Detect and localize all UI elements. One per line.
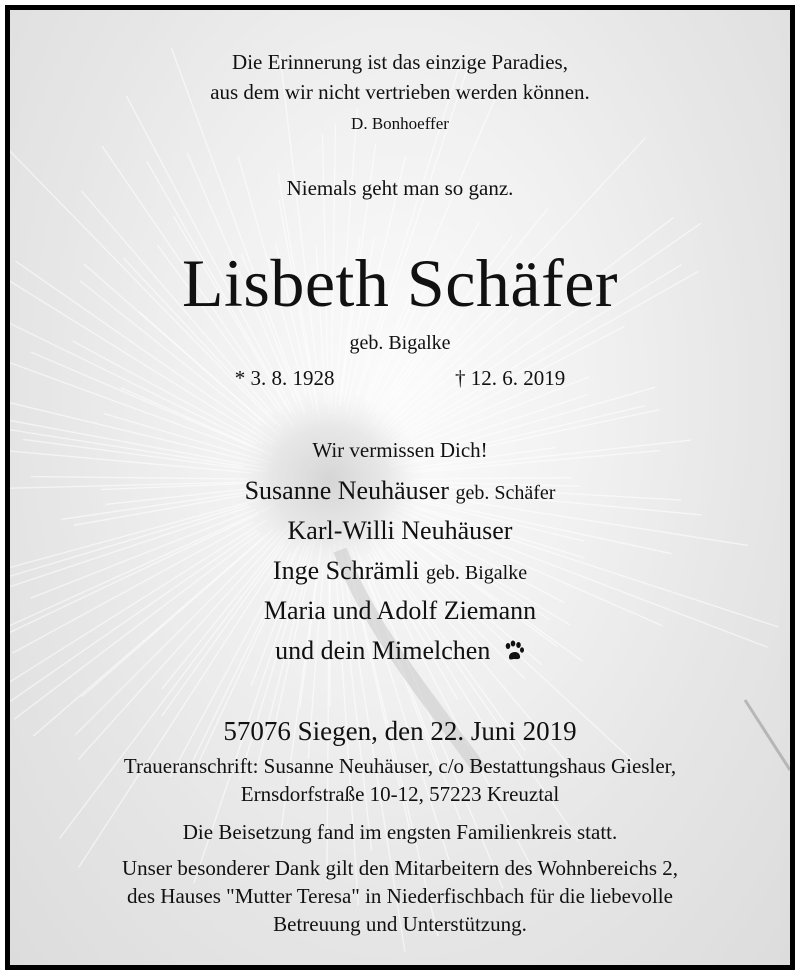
birth-name: geb. Bigalke — [349, 332, 451, 354]
mourner-line — [10, 476, 790, 506]
deceased-name: Lisbeth Schäfer — [181, 245, 619, 321]
mourner-name: Susanne Neuhäuser — [244, 476, 449, 505]
address-line-1: Traueranschrift: Susanne Neuhäuser, c/o Bestattungshaus Giesler, — [123, 754, 677, 778]
obituary-notice — [5, 5, 795, 970]
mourner-birth-name: geb. Bigalke — [425, 562, 528, 584]
notice-content — [10, 10, 790, 965]
motto: Niemals geht man so ganz. — [286, 176, 514, 200]
mourner-line — [10, 596, 790, 626]
birth-date: * 3. 8. 1928 — [234, 366, 335, 390]
quote-author: D. Bonhoeffer — [351, 114, 449, 133]
thanks-line-2: des Hauses "Mutter Teresa" in Niederfischbach für die liebevolle — [127, 884, 673, 908]
quote-line-1: Die Erinnerung ist das einzige Paradies, — [232, 50, 568, 74]
life-dates — [10, 366, 790, 391]
address-line-2: Ernsdorfstraße 10-12, 57223 Kreuztal — [240, 782, 560, 806]
mourner-line — [10, 516, 790, 546]
mourner-birth-name: geb. Schäfer — [455, 482, 556, 504]
pet-name: und dein Mimelchen — [275, 636, 491, 665]
mourner-line — [10, 556, 790, 586]
mourner-name: Karl-Willi Neuhäuser — [287, 516, 513, 545]
place-date: 57076 Siegen, den 22. Juni 2019 — [223, 716, 577, 746]
thanks-line-1: Unser besonderer Dank gilt den Mitarbeitern des Wohnbereichs 2, — [121, 856, 678, 880]
pet-line — [10, 636, 790, 666]
mourners-intro: Wir vermissen Dich! — [312, 438, 488, 462]
quote-line-2: aus dem wir nicht vertrieben werden können. — [210, 80, 590, 104]
mourner-name: Inge Schrämli — [272, 556, 420, 585]
paw-icon — [503, 640, 525, 662]
thanks-line-3: Betreuung und Unterstützung. — [273, 912, 527, 936]
death-date: † 12. 6. 2019 — [455, 366, 566, 390]
mourner-name: Maria und Adolf Ziemann — [263, 596, 537, 625]
funeral-note: Die Beisetzung fand im engsten Familienkreis statt. — [182, 820, 618, 844]
